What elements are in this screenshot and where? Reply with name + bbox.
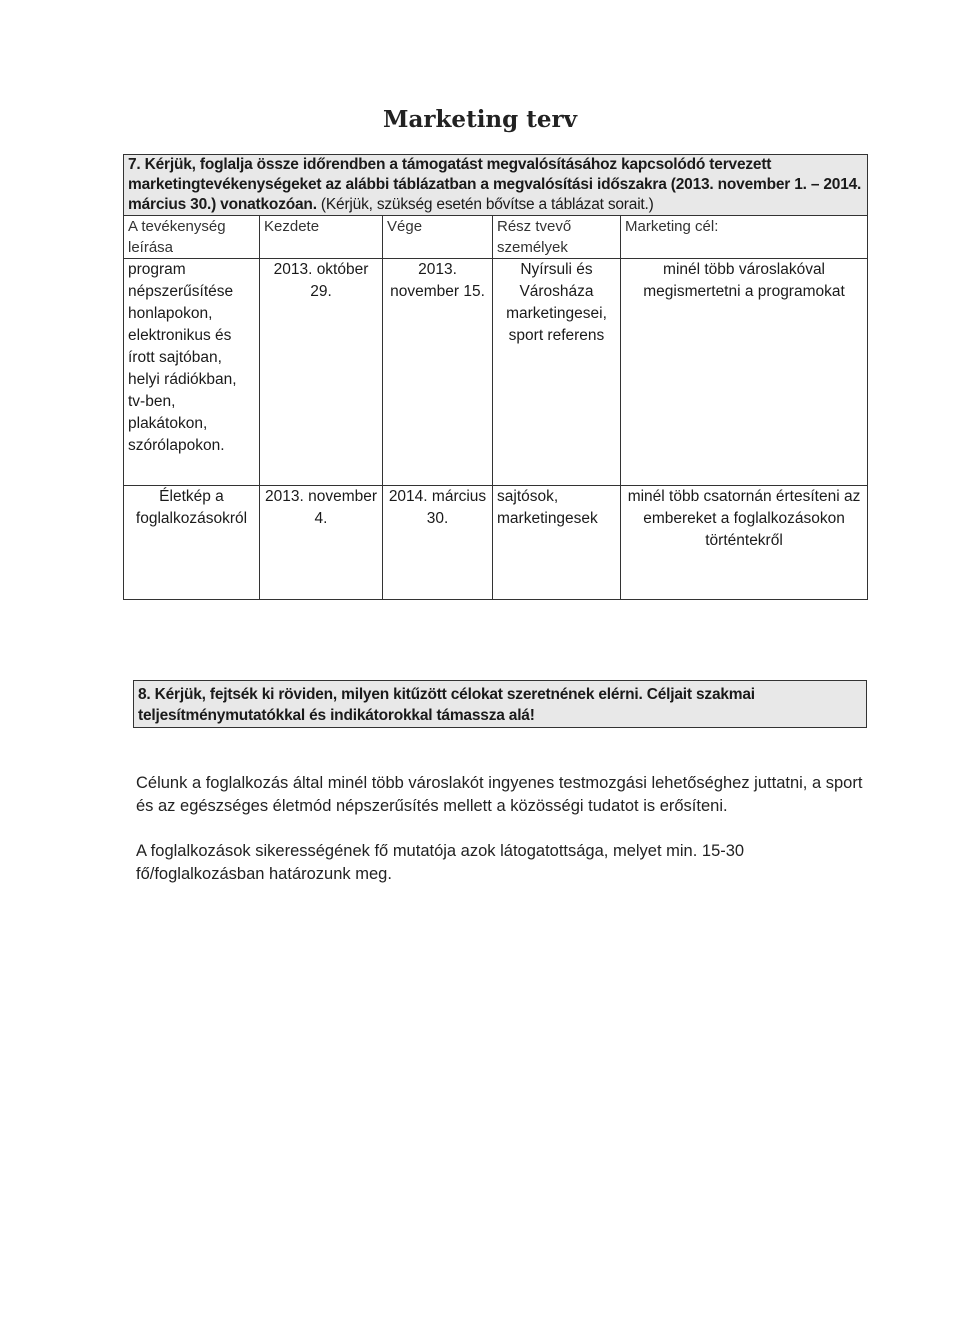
page-title: Marketing terv [383,106,577,133]
answer-paragraph: Célunk a foglalkozás által minél több városlakót ingyenes testmozgási lehetőséghez juttatni, a sport és az egészséges életmód népszerűsítés mellett a közösségi tudatot is erősíteni. [136,774,863,815]
cell-participants: sajtósok, marketingesek [493,486,621,600]
question-7-row [124,155,868,216]
cell-goal: minél több csatornán értesíteni az embereket a foglalkozásokon történtekről [621,486,868,600]
cell-end: 2014. március 30. [383,486,493,600]
cell-activity: Életkép a foglalkozásokról [124,486,260,600]
header-activity: A tevékenység leírása [124,216,260,259]
header-participants: Rész tvevő személyek [493,216,621,259]
header-end: Vége [383,216,493,259]
marketing-plan-table [123,154,868,600]
table-header-row [124,216,868,259]
table-row [124,259,868,486]
table-row [124,486,868,600]
cell-start: 2013. október 29. [260,259,383,486]
header-goal: Marketing cél: [621,216,868,259]
cell-goal: minél több városlakóval megismertetni a programokat [621,259,868,486]
cell-end: 2013. november 15. [383,259,493,486]
answer-paragraph: A foglalkozások sikerességének fő mutatója azok látogatottsága, melyet min. 15-30 fő/foglalkozásban határozunk meg. [136,842,745,883]
question-7 [124,155,868,216]
question-7-text: 7. Kérjük, foglalja össze időrendben a támogatást megvalósításához kapcsolódó tervezett marketingtevékenységeket az alábbi táblázatban a megvalósítási időszakra (2013. november 1. – 2014. március 30.) vonatkozóan. [128,156,862,213]
header-start: Kezdete [260,216,383,259]
question-7-note: (Kérjük, szükség esetén bővítse a táblázat sorait.) [316,196,654,213]
cell-activity: program népszerűsítése honlapokon, elektronikus és írott sajtóban, helyi rádiókban, tv-ben, plakátokon, szórólapokon. [124,259,260,486]
cell-participants: Nyírsuli és Városháza marketingesei, sport referens [493,259,621,486]
question-8: 8. Kérjük, fejtsék ki röviden, milyen kitűzött célokat szeretnének elérni. Céljait szakmai teljesítménymutatókkal és indikátorokkal támassza alá! [133,680,867,728]
cell-start: 2013. november 4. [260,486,383,600]
